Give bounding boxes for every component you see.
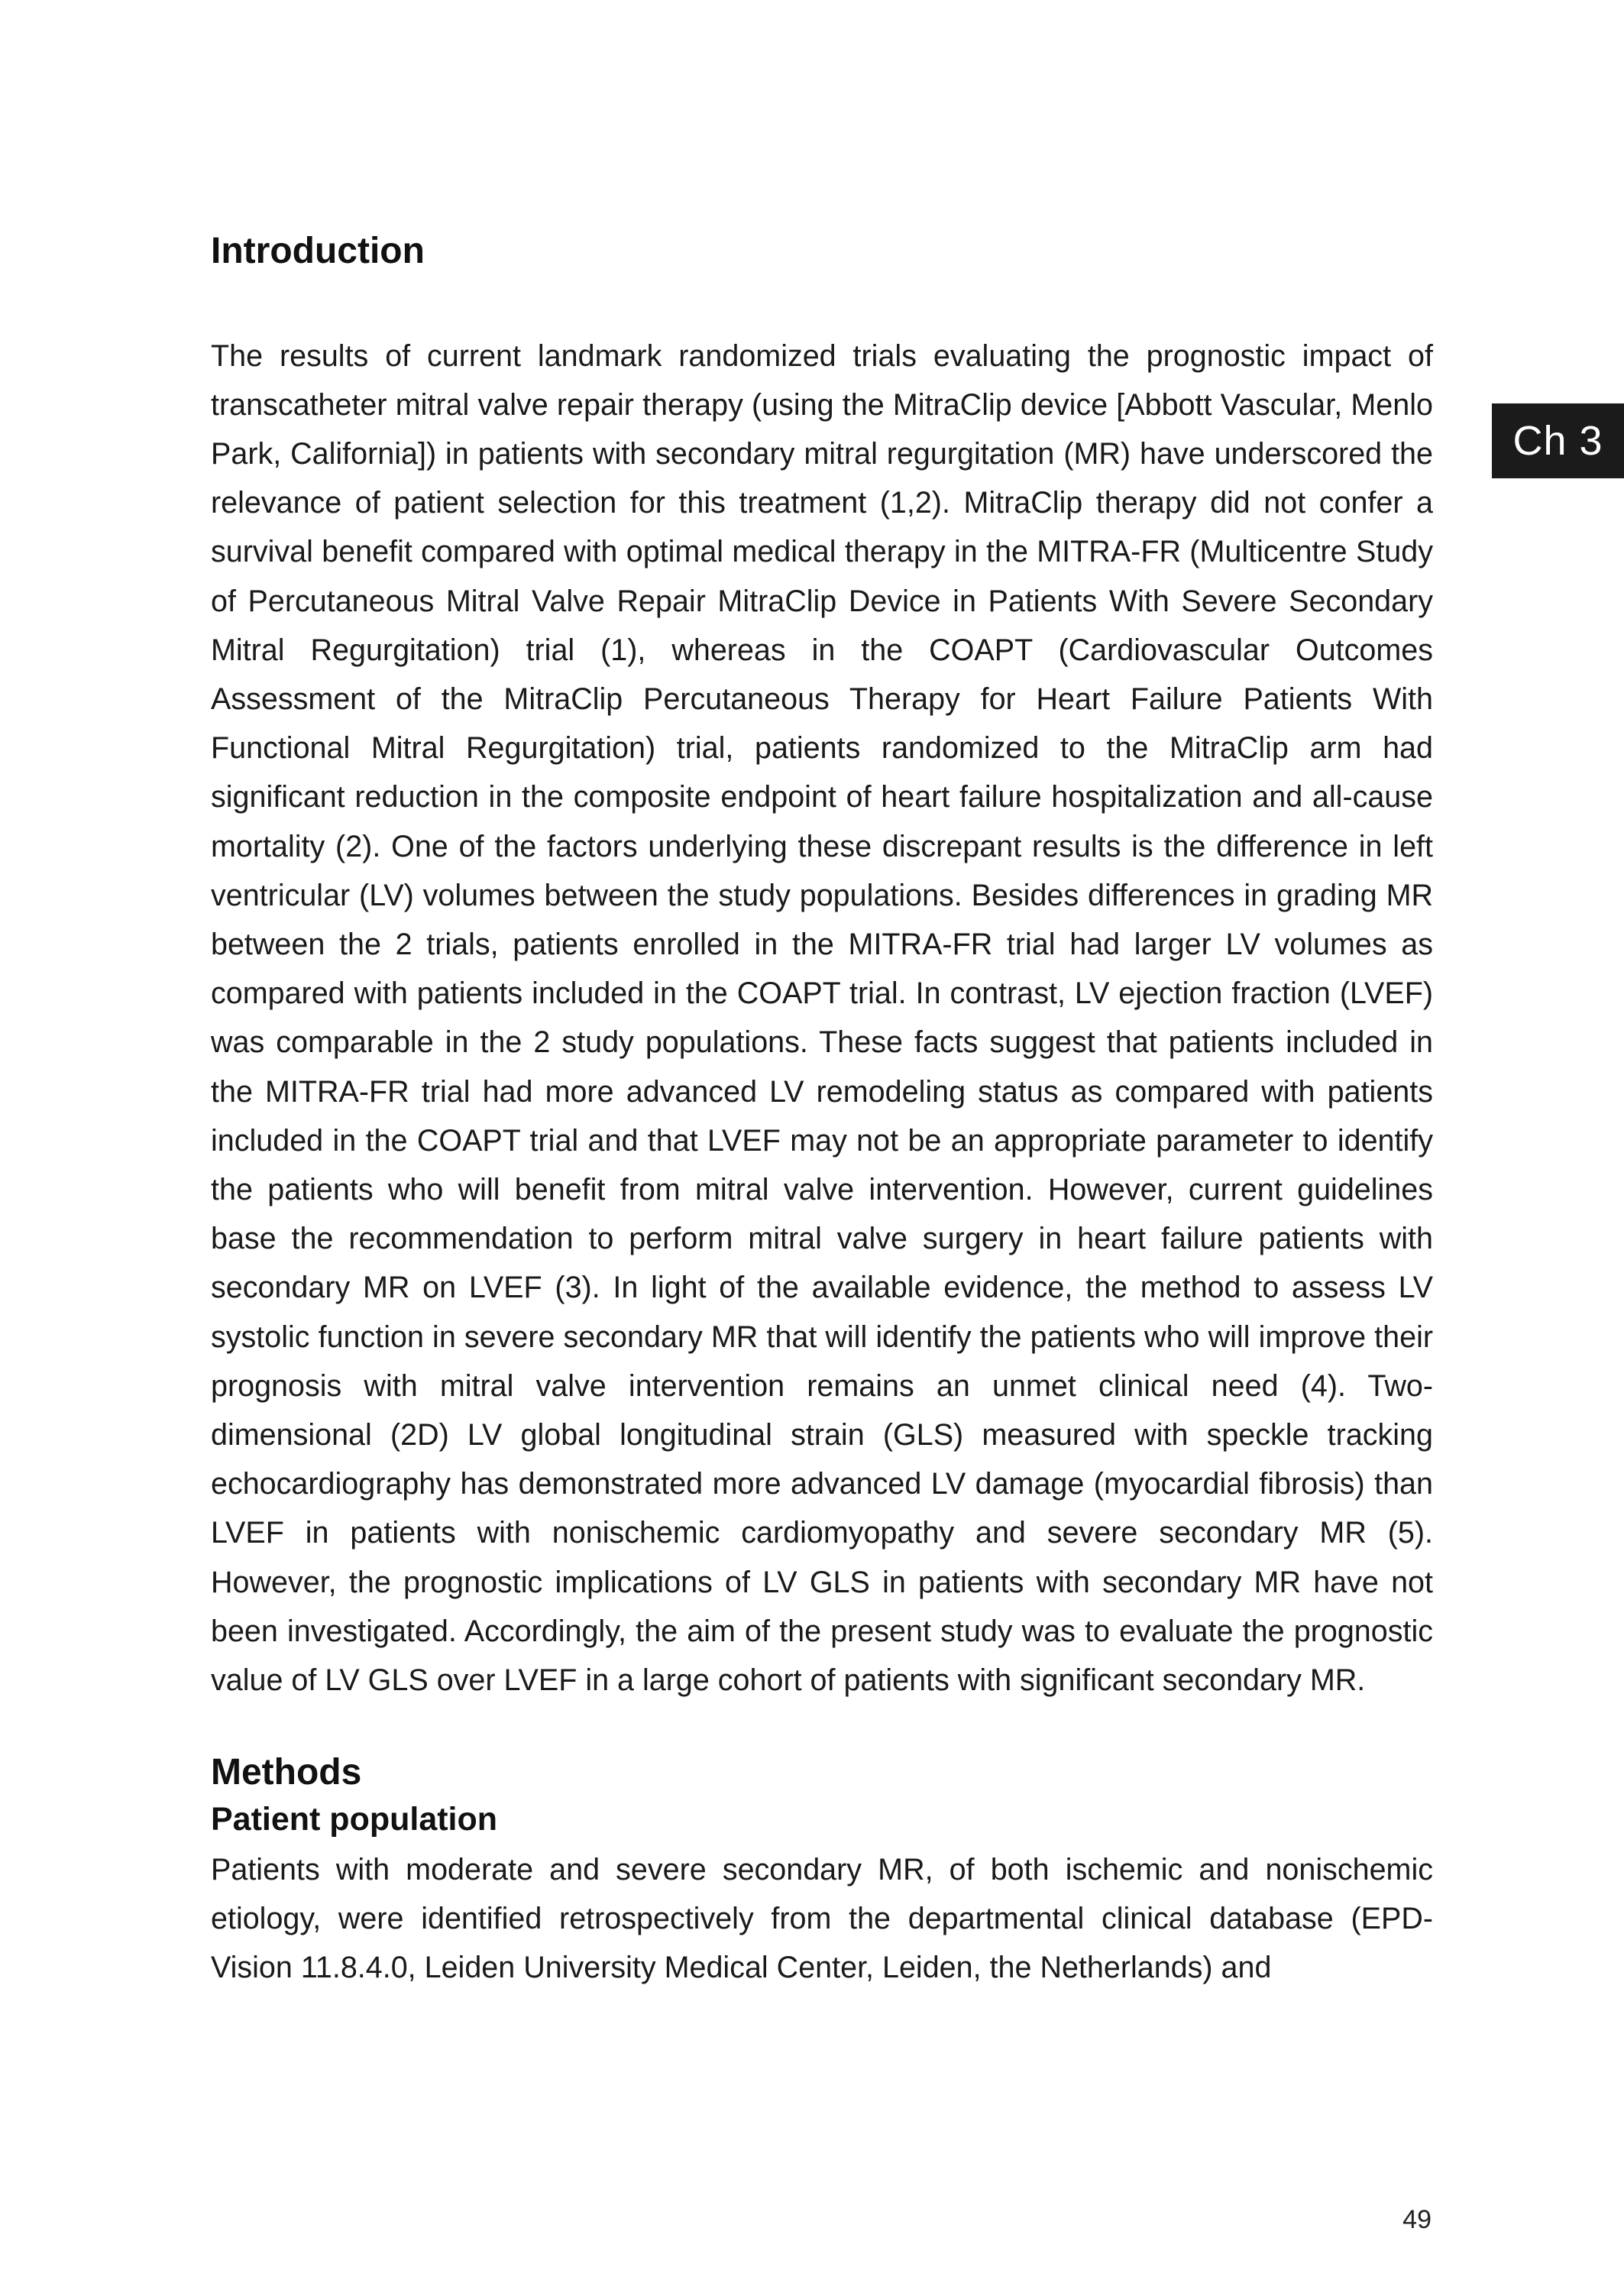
introduction-heading: Introduction [211,231,425,271]
chapter-tab [1492,403,1624,478]
methods-heading: Methods [211,1752,362,1793]
page-number: 49 [1402,2205,1432,2234]
patient-population-subheading: Patient population [211,1800,498,1838]
chapter-tab-label: Ch 3 [1512,418,1603,464]
introduction-paragraph: The results of current landmark randomized trials evaluating the prognostic impact of transcatheter mitral valve repair therapy (using the MitraClip device [Abbott Vascular, Menlo Park, California]) in patients with secondary mitral regurgitation (MR) have underscored the relevance of patient selection for this treatment (1,2). MitraClip therapy did not confer a survival benefit compared with optimal medical therapy in the MITRA-FR (Multicentre Study of Percutaneous Mitral Valve Repair MitraClip Device in Patients With Severe Secondary Mitral Regurgitation) trial (1), whereas in the COAPT (Cardiovascular Outcomes Assessment of the MitraClip Percutaneous Therapy for Heart Failure Patients With Functional Mitral Regurgitation) trial, patients randomized to the MitraClip arm had significant reduction in the composite endpoint of heart failure hospitalization and all-cause mortality (2). One of the factors underlying these discrepant results is the difference in left ventricular (LV) volumes between the study populations. Besides differences in grading MR between the 2 trials, patients enrolled in the MITRA-FR trial had larger LV volumes as compared with patients included in the COAPT trial. In contrast, LV ejection fraction (LVEF) was comparable in the 2 study populations. These facts suggest that patients included in the MITRA-FR trial had more advanced LV remodeling status as compared with patients included in the COAPT trial and that LVEF may not be an appropriate parameter to identify the patients who will benefit from mitral valve intervention. However, current guidelines base the recommendation to perform mitral valve surgery in heart failure patients with secondary MR on LVEF (3). In light of the available evidence, the method to assess LV systolic function in severe secondary MR that will identify the patients who will improve their prognosis with mitral valve intervention remains an unmet clinical need (4). Two-dimensional (2D) LV global longitudinal strain (GLS) measured with speckle tracking echocardiography has demonstrated more advanced LV damage (myocardial fibrosis) than LVEF in patients with nonischemic cardiomyopathy and severe secondary MR (5). However, the prognostic implications of LV GLS in patients with secondary MR have not been investigated. Accordingly, the aim of the present study was to evaluate the prognostic value of LV GLS over LVEF in a large cohort of patients with significant secondary MR. [211,338,1433,1698]
page-content [211,229,1433,1992]
methods-paragraph: Patients with moderate and severe secondary MR, of both ischemic and nonischemic etiology, were identified retrospectively from the departmental clinical database (EPD-Vision 11.8.4.0, Leiden University Medical Center, Leiden, the Netherlands) and [211,1852,1433,1985]
